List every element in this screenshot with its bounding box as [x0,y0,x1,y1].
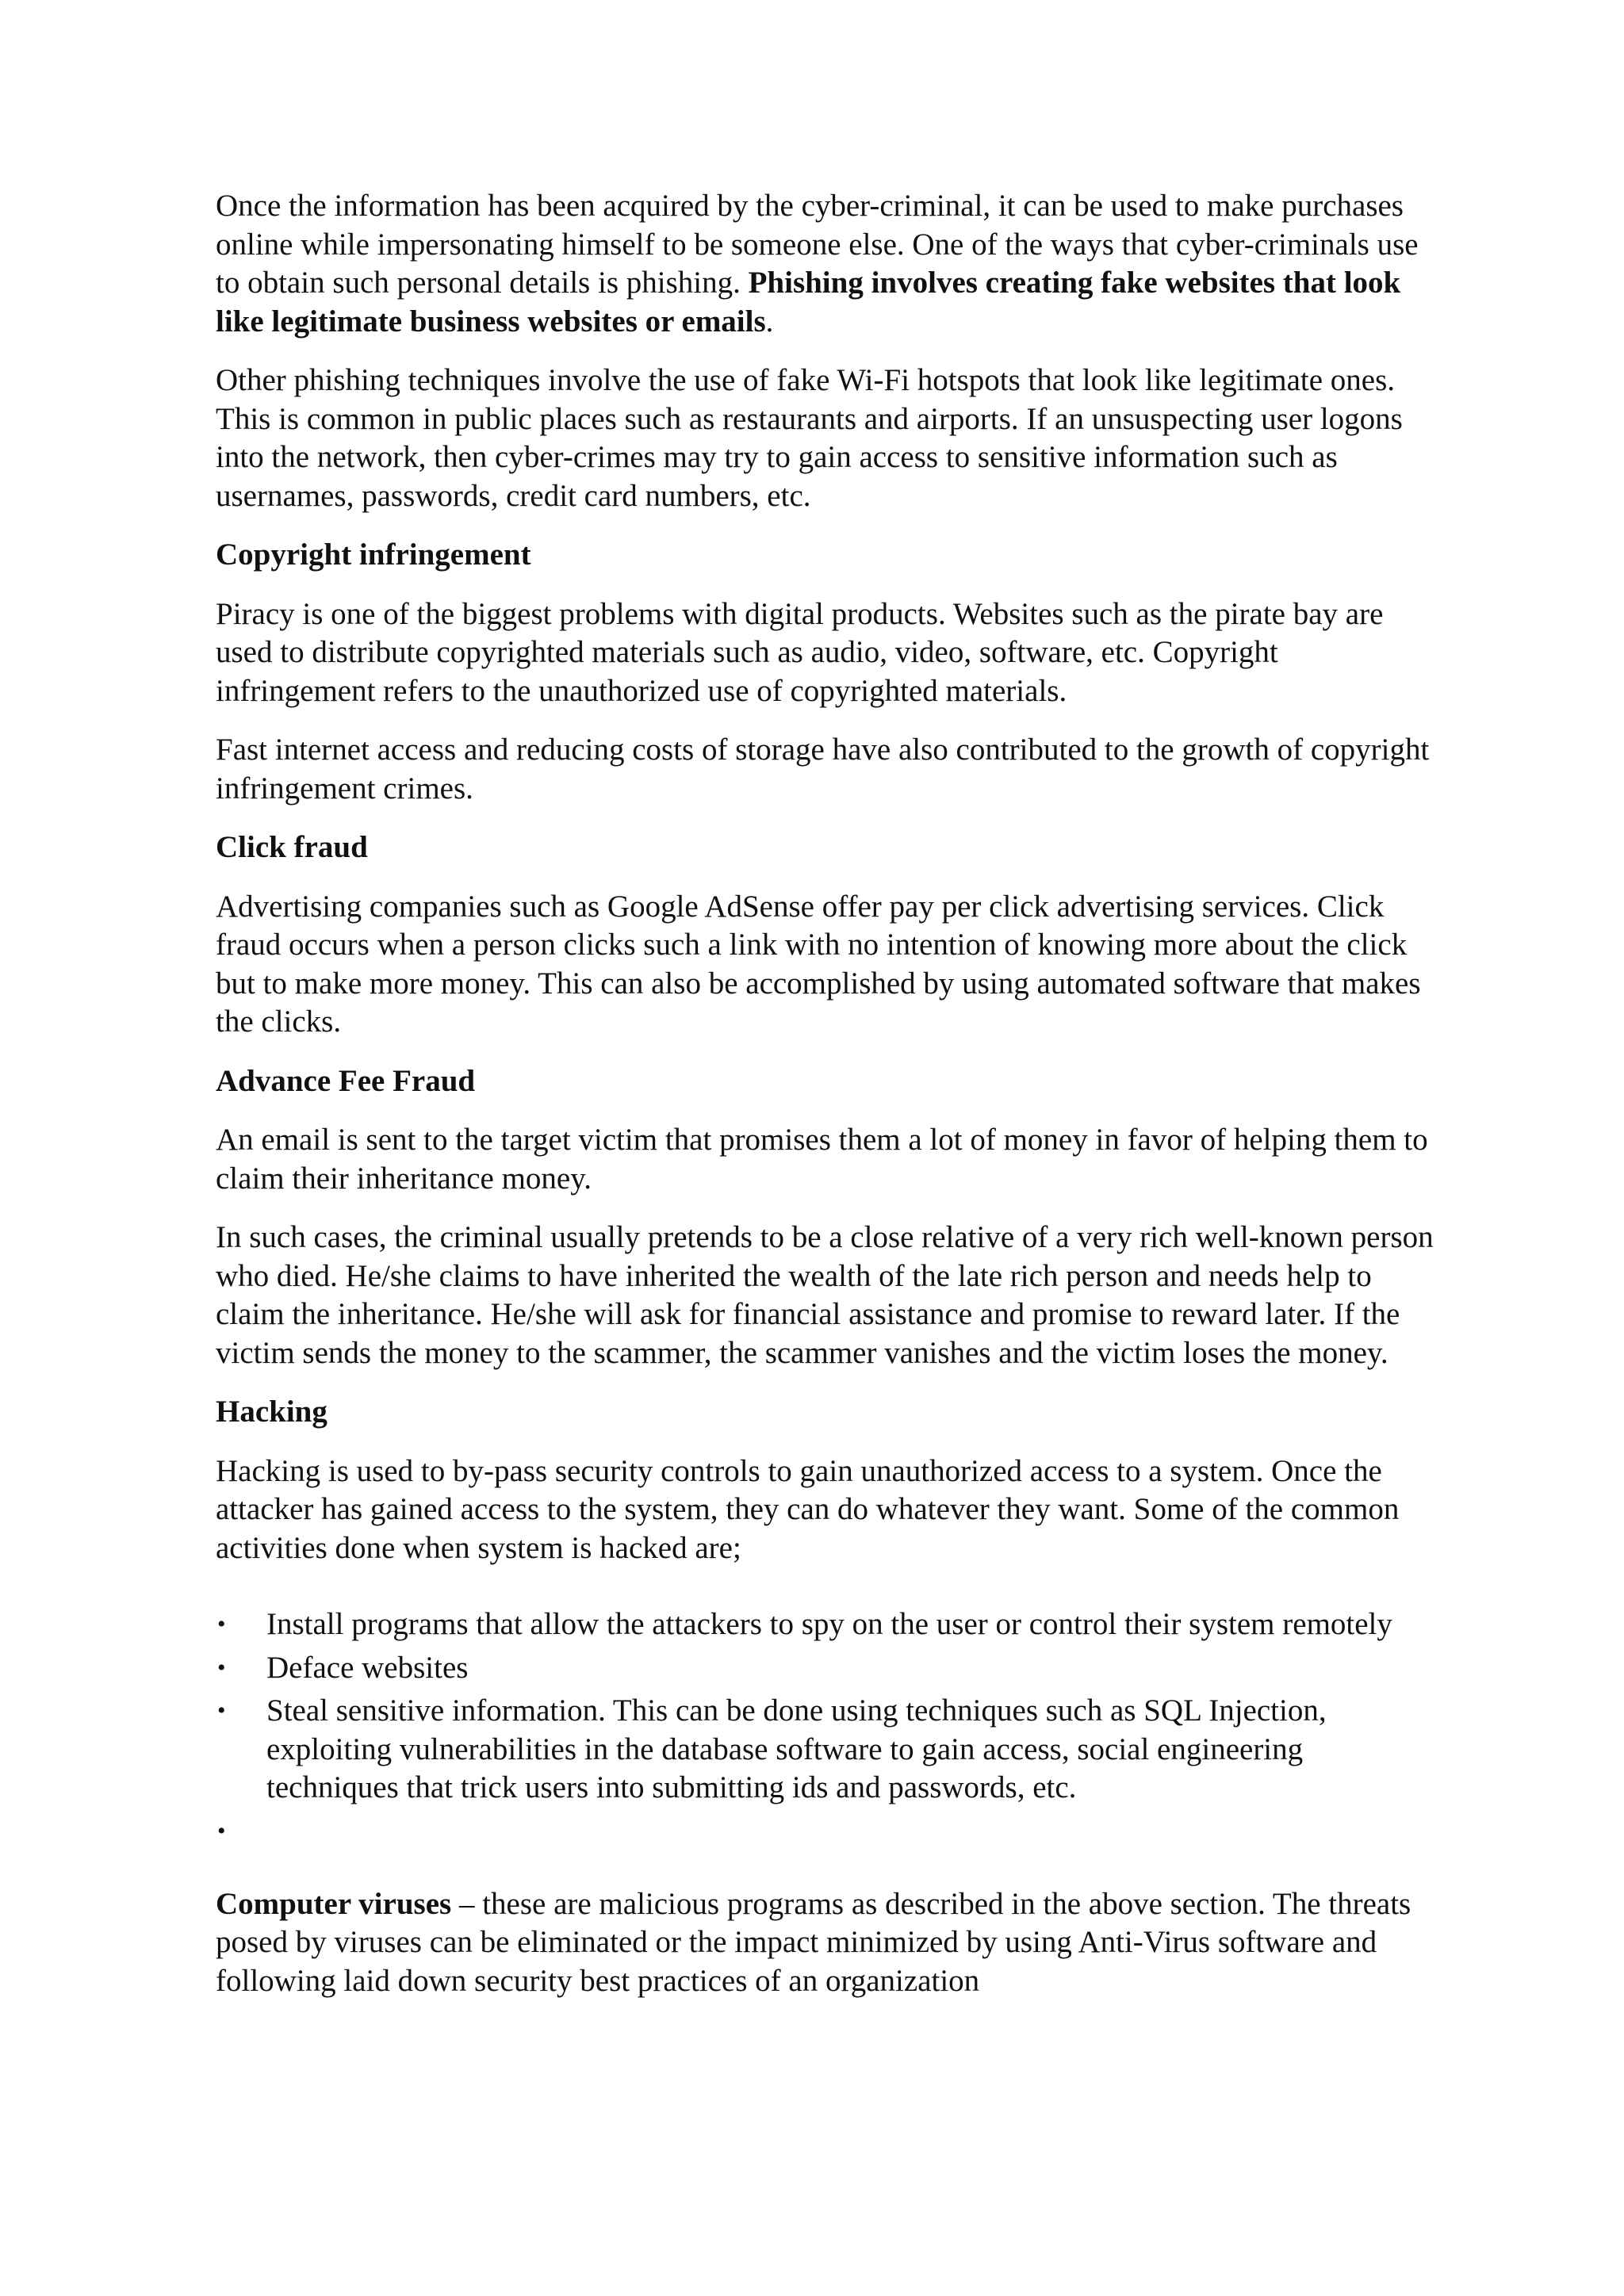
heading-copyright-infringement: Copyright infringement [216,538,531,572]
advance-fee-paragraph: In such cases, the criminal usually pretends to be a close relative of a very rich well-known person who died. He/she claims to have inherited the wealth of the late rich person and needs help to claim the inheritance. He/she will ask for financial assistance and promise to reward later. If the victim sends the money to the scammer, the scammer vanishes and the victim loses the money. [216,1220,1434,1370]
list-item: • Deface websites [216,1649,1437,1688]
list-item: • Steal sensitive information. This can be done using techniques such as SQL Injection, exploiting vulnerabilities in the database software to gain access, social engineering techniques that trick users into submitting ids and passwords, etc. [217,1693,1327,1804]
computer-viruses-paragraph: Computer viruses – these are malicious programs as described in the above section. The threats posed by viruses can be eliminated or the impact minimized by using Anti-Virus software and following laid down security best practices of an organization [216,1886,1411,1998]
intro-paragraph: Once the information has been acquired by the cyber-criminal, it can be used to make purchases online while impersonating himself to be someone else. One of the ways that cyber-criminals use to obtain such personal details is phishing. Phishing involves creating fake websites that look like legitimate business websites or emails. [216,189,1419,339]
list-item-empty [216,1812,1437,1852]
phishing-paragraph: Other phishing techniques involve the use of fake Wi-Fi hotspots that look like legitimate ones. This is common in public places such as restaurants and airports. If an unsuspecting user logons into the network, then cyber-crimes may try to gain access to sensitive information such as usernames, passwords, credit card numbers, etc. [216,363,1403,513]
computer-viruses-term: Computer viruses [216,1886,452,1921]
hacking-paragraph: Hacking is used to by-pass security controls to gain unauthorized access to a system. Once the attacker has gained access to the system, they can do whatever they want. Some of the common activities done when system is hacked are; [216,1453,1400,1565]
list-item: • Install programs that allow the attackers to spy on the user or control their system remotely [216,1605,1437,1644]
hacking-activities-list [216,1605,1437,1852]
heading-click-fraud: Click fraud [216,830,368,864]
heading-hacking: Hacking [216,1395,327,1429]
click-fraud-paragraph: Advertising companies such as Google AdSense offer pay per click advertising services. Click fraud occurs when a person clicks such a link with no intention of knowing more about the click but to make more money. This can also be accomplished by using automated software that makes the clicks. [216,889,1421,1039]
bullet-icon: • [217,1611,226,1637]
advance-fee-paragraph: An email is sent to the target victim that promises them a lot of money in favor of helping them to claim their inheritance money. [216,1123,1428,1196]
bullet-icon: • [217,1654,226,1681]
document-page [216,187,1437,2021]
bullet-icon: • [217,1817,226,1844]
copyright-paragraph: Piracy is one of the biggest problems with digital products. Websites such as the pirate bay are used to distribute copyrighted materials such as audio, video, software, etc. Copyright infringement refers to the unauthorized use of copyrighted materials. [216,596,1384,708]
bullet-icon: • [217,1697,226,1724]
copyright-paragraph: Fast internet access and reducing costs of storage have also contributed to the growth of copyright infringement crimes. [216,733,1430,806]
heading-advance-fee-fraud: Advance Fee Fraud [216,1063,476,1098]
phishing-definition: Phishing involves creating fake websites that look like legitimate business websites or emails [216,266,1401,339]
